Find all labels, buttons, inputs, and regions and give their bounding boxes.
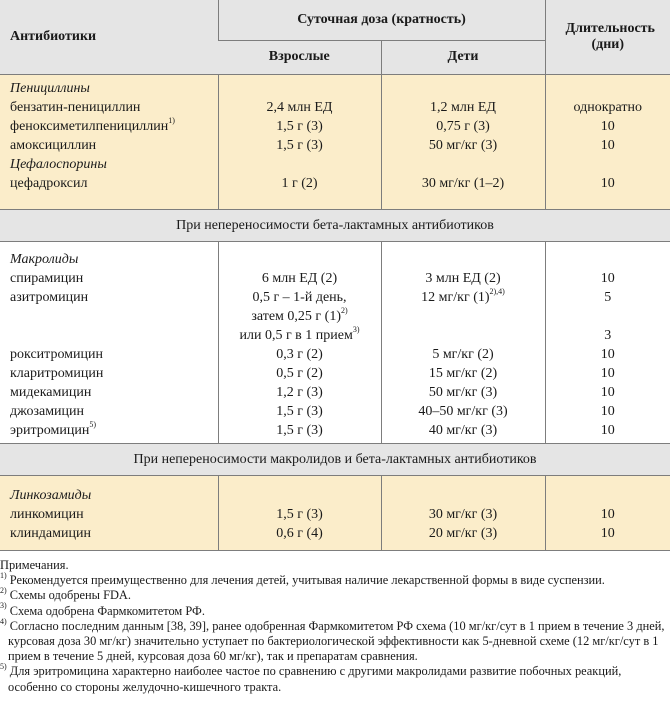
duration-days [546,486,670,505]
footnote-mark: 1) [0,571,7,581]
header-adults [218,40,381,74]
child-dose-text: 1,2 млн ЕД [430,99,496,115]
drug-name [0,364,218,383]
drug-name [0,505,218,524]
drug-name [0,269,218,288]
adult-dose [219,383,381,402]
adult-dose-text: 2,4 млн ЕД [266,99,333,115]
child-dose [382,326,545,345]
group1-children [381,74,545,209]
drug-name [0,117,218,136]
child-dose-text: 15 мг/кг (2) [428,365,498,381]
footnote-text: Схема одобрена Фармкомитетом РФ. [6,603,205,618]
adult-dose [219,524,381,543]
drug-name-text: кларитромицин [10,365,104,381]
adult-dose [219,326,381,345]
child-dose [382,505,545,524]
adult-dose-text: 0,5 г – 1-й день, [252,289,347,305]
duration-days-text: 5 [604,289,612,305]
footnote-text: Для эритромицина характерно наиболее частое по сравнению с другими макролидами развитие побочных реакций, особенно со стороны желудочно-кишечного тракта. [6,664,622,694]
drug-name [0,326,218,345]
drug-name [0,307,218,326]
child-dose-text: 0,75 г (3) [436,118,490,134]
child-dose-text: 50 мг/кг (3) [428,137,498,153]
duration-days-text: 10 [600,403,615,419]
group2-days [545,241,670,443]
duration-days-text: 10 [600,365,615,381]
group1-days [545,74,670,209]
footnote-item [0,616,670,665]
header-daily-dose-label: Суточная доза (кратность) [297,11,466,27]
group-lincosamides [0,475,670,550]
adult-dose [219,174,381,193]
drug-name-text: мидекамицин [10,384,92,400]
adult-dose-text: 1,5 г (3) [276,137,323,153]
drug-class-label-text: Пенициллины [10,80,90,96]
duration-days [546,98,670,117]
drug-class-label [0,155,218,174]
child-dose-text: 50 мг/кг (3) [428,384,498,400]
drug-class-label-text: Цефалоспорины [10,156,107,172]
drug-name-text: спирамицин [10,270,84,286]
adult-dose [219,364,381,383]
adult-dose-text: 1,5 г (3) [276,422,323,438]
header-children-label: Дети [447,49,479,64]
adult-dose [219,345,381,364]
header-daily-dose [218,0,545,40]
duration-days-text: 10 [600,506,615,522]
adult-dose [219,307,381,326]
duration-days-text: 10 [600,137,615,153]
section-beta-lactam-intolerance [0,209,670,241]
duration-days [546,117,670,136]
drug-name-text: эритромицин [10,422,90,438]
adult-dose-text: 0,3 г (2) [276,346,323,362]
adult-dose [219,269,381,288]
duration-days [546,505,670,524]
section-macrolide-intolerance [0,443,670,475]
drug-name-text: бензатин-пенициллин [10,99,141,115]
header-duration [545,0,670,74]
drug-name [0,288,218,307]
footnote-text: Согласно последним данным [38, 39], ранее одобренная Фармкомитетом РФ схема (10 мг/кг/сут в 1 прием в течение 3 дней, курсовая доза 30 мг/кг) значительно уступает по бактериологической эффективности как 5-дневной схеме (12 мг/кг/сут в 1 прием в течение 5 дней, курсовая доза 60 мг/кг), так и препаратам сравнения. [6,618,665,664]
child-dose [382,524,545,543]
adult-dose-text: 1,5 г (3) [276,506,323,522]
duration-days-text: однократно [573,99,642,115]
footnote-item [0,588,670,603]
drug-class-label [0,486,218,505]
group3-names [0,475,218,550]
footnote-mark: 3) [0,601,7,611]
footnotes-list [0,573,670,695]
drug-name [0,174,218,193]
child-dose-text: 40 мг/кг (3) [428,422,498,438]
drug-class-label-text: Линкозамиды [10,487,92,503]
drug-name [0,383,218,402]
duration-days [546,345,670,364]
child-dose [382,364,545,383]
child-dose [382,98,545,117]
drug-name-text: клиндамицин [10,525,91,541]
footnote-mark: 5) [0,662,7,672]
footnote-item [0,573,670,588]
drug-name-text: азитромицин [10,289,89,305]
header-children [381,40,545,74]
duration-days [546,326,670,345]
header-duration-label: Длительность (дни) [565,20,655,52]
duration-days [546,383,670,402]
child-dose [382,117,545,136]
child-dose-text: 40–50 мг/кг (3) [418,403,508,419]
duration-days [546,421,670,440]
group2-adults [218,241,381,443]
drug-name-text: линкомицин [10,506,84,522]
duration-days-text: 10 [600,525,615,541]
child-dose [382,288,545,307]
adult-dose [219,486,381,505]
group-macrolides [0,241,670,443]
group1-names [0,74,218,209]
footnote-mark: 2) [0,586,7,596]
duration-days [546,79,670,98]
group-beta-lactams [0,74,670,209]
adult-dose [219,288,381,307]
header-antibiotics [0,0,218,74]
child-dose [382,421,545,440]
child-dose [382,136,545,155]
duration-days [546,136,670,155]
header-row-top [0,0,670,40]
footnote-item [0,601,670,619]
footnotes [0,558,670,695]
adult-dose [219,155,381,174]
adult-dose-text: 1,5 г (3) [276,403,323,419]
adult-dose [219,117,381,136]
drug-class-label-text: Макролиды [10,251,79,267]
duration-days [546,402,670,421]
drug-name [0,345,218,364]
adult-dose-text: 1,2 г (3) [276,384,323,400]
child-dose [382,174,545,193]
footnote-mark: 4) [0,616,7,626]
adult-dose [219,98,381,117]
child-dose [382,269,545,288]
drug-name-text: рокситромицин [10,346,104,362]
adult-dose [219,136,381,155]
child-dose-text: 20 мг/кг (3) [428,525,498,541]
child-dose [382,402,545,421]
child-dose-text: 3 млн ЕД (2) [425,270,501,286]
section-2-label: При непереносимости макролидов и бета-лактамных антибиотиков [133,451,537,467]
child-dose [382,383,545,402]
duration-days [546,155,670,174]
drug-name [0,421,218,440]
drug-class-label [0,79,218,98]
child-dose-text: 30 мг/кг (1–2) [421,175,505,191]
section-row-2 [0,443,670,475]
child-dose [382,79,545,98]
duration-days [546,364,670,383]
duration-days-text: 10 [600,270,615,286]
child-dose [382,307,545,326]
child-dose-text: 12 мг/кг (1) [421,289,490,305]
header-adults-label: Взрослые [268,49,330,64]
adult-dose-text: 0,5 г (2) [276,365,323,381]
duration-days-text: 10 [600,346,615,362]
duration-days [546,307,670,326]
section-1-label: При непереносимости бета-лактамных антибиотиков [176,217,494,233]
drug-name-text: амоксициллин [10,137,97,153]
footnote-mark: 1) [168,115,175,125]
group2-names [0,241,218,443]
drug-name-text: джозамицин [10,403,85,419]
footnote-text: Схемы одобрены FDA. [6,588,131,603]
duration-days [546,250,670,269]
child-dose-text: 30 мг/кг (3) [428,506,498,522]
adult-dose-text: 1,5 г (3) [276,118,323,134]
duration-days-text: 10 [600,422,615,438]
footnote-item [0,664,670,694]
drug-name-text: феноксиметилпенициллин [10,118,169,134]
drug-name [0,402,218,421]
group3-adults [218,475,381,550]
footnote-text: Рекомендуется преимущественно для лечения детей, учитывая наличие лекарственной формы в виде суспензии. [6,573,605,588]
adult-dose [219,421,381,440]
adult-dose-text: 1 г (2) [281,175,318,191]
duration-days [546,269,670,288]
group3-children [381,475,545,550]
adult-dose-text: затем 0,25 г (1) [251,308,341,324]
child-dose [382,486,545,505]
child-dose [382,250,545,269]
adult-dose [219,250,381,269]
drug-name-text: цефадроксил [10,175,88,191]
section-row-1 [0,209,670,241]
adult-dose-text: 0,6 г (4) [276,525,323,541]
footnote-mark: 2) [340,305,348,315]
duration-days-text: 10 [600,175,615,191]
footnote-mark: 5) [89,419,97,429]
group1-adults [218,74,381,209]
adult-dose-text: или 0,5 г в 1 прием [239,327,353,343]
footnote-mark: 3) [352,324,360,334]
drug-name [0,136,218,155]
duration-days-text: 10 [600,118,615,134]
footnote-mark: 2),4) [489,286,505,296]
duration-days [546,174,670,193]
adult-dose [219,402,381,421]
adult-dose [219,505,381,524]
duration-days-text: 10 [600,384,615,400]
child-dose-text: 5 мг/кг (2) [432,346,494,362]
group2-children [381,241,545,443]
duration-days [546,524,670,543]
drug-name [0,98,218,117]
adult-dose [219,79,381,98]
drug-class-label [0,250,218,269]
duration-days-text: 3 [604,327,612,343]
drug-name [0,524,218,543]
group3-days [545,475,670,550]
header-antibiotics-label: Антибиотики [10,28,97,44]
child-dose [382,155,545,174]
child-dose [382,345,545,364]
adult-dose-text: 6 млн ЕД (2) [261,270,338,286]
duration-days [546,288,670,307]
footnotes-title: Примечания. [0,558,69,572]
